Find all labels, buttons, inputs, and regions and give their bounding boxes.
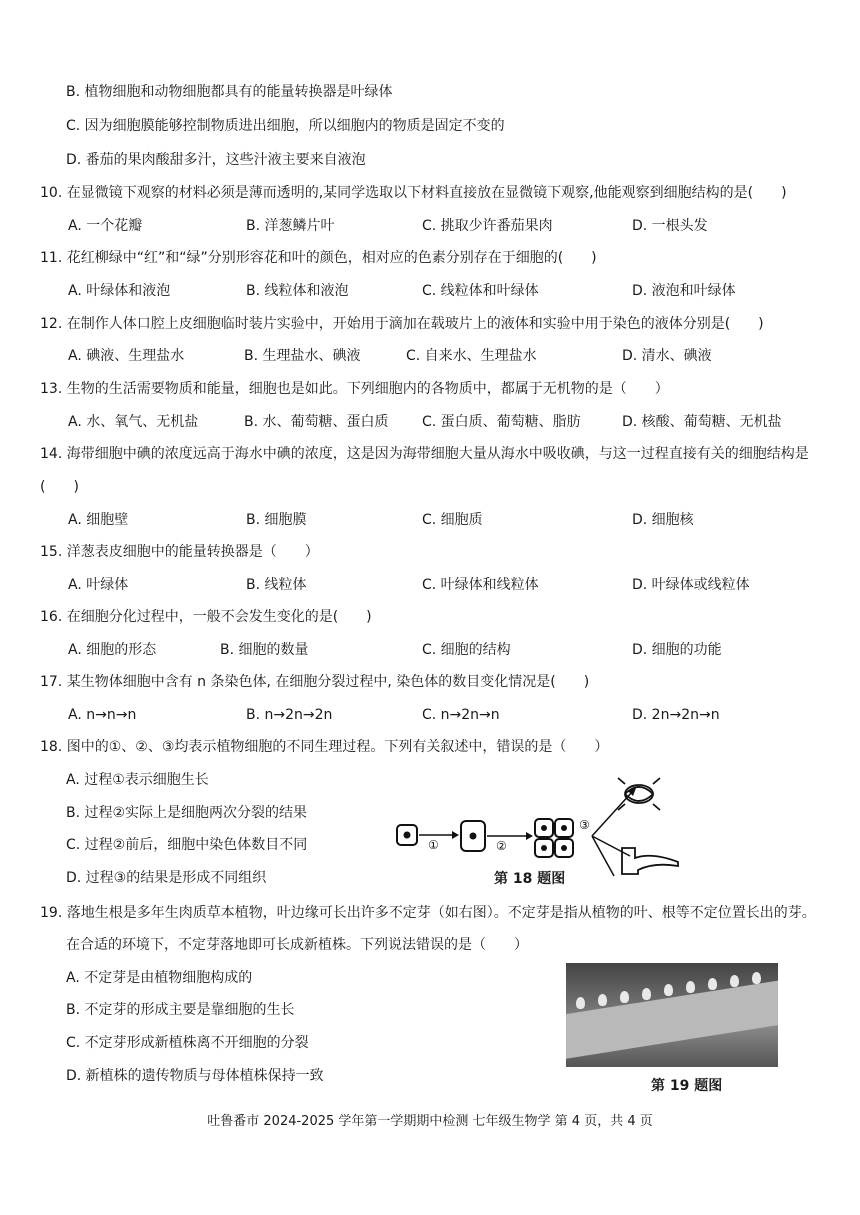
q14-answer-bracket: ( ): [40, 479, 79, 495]
q14-option-d: D. 细胞核: [632, 512, 694, 528]
question-12: 12. 在制作人体口腔上皮细胞临时装片实验中，开始用于滴加在载玻片上的液体和实验中用于染色的液体分别是( ): [40, 316, 764, 332]
q16-option-c: C. 细胞的结构: [422, 642, 511, 658]
q9-option-b: B. 植物细胞和动物细胞都具有的能量转换器是叶绿体: [66, 84, 393, 100]
q12-option-b: B. 生理盐水、碘液: [244, 348, 361, 364]
q13-option-c: C. 蛋白质、葡萄糖、脂肪: [422, 414, 581, 430]
q10-option-c: C. 挑取少许番茄果肉: [422, 218, 553, 234]
q14-option-c: C. 细胞质: [422, 512, 483, 528]
question-17: 17. 某生物体细胞中含有 n 条染色体, 在细胞分裂过程中, 染色体的数目变化情况是( ): [40, 674, 590, 690]
bud: [686, 981, 695, 993]
bud: [708, 978, 717, 990]
question-15: 15. 洋葱表皮细胞中的能量转换器是（ ）: [40, 544, 319, 560]
figure-19-leaf-photo: [566, 963, 778, 1067]
q17-option-b: B. n→2n→2n: [246, 707, 333, 723]
q15-option-b: B. 线粒体: [246, 577, 307, 593]
q18-option-a: A. 过程①表示细胞生长: [66, 772, 209, 788]
q11-option-b: B. 线粒体和液泡: [246, 283, 349, 299]
q14-option-a: A. 细胞壁: [68, 512, 129, 528]
q16-option-a: A. 细胞的形态: [68, 642, 157, 658]
q18-option-c: C. 过程②前后，细胞中染色体数目不同: [66, 837, 308, 853]
bud: [730, 975, 739, 987]
question-19-cont: 在合适的环境下，不定芽落地即可长成新植株。下列说法错误的是（ ）: [66, 937, 528, 953]
q13-option-a: A. 水、氧气、无机盐: [68, 414, 199, 430]
q19-option-b: B. 不定芽的形成主要是靠细胞的生长: [66, 1002, 295, 1018]
q15-option-c: C. 叶绿体和线粒体: [422, 577, 539, 593]
page-footer: 吐鲁番市 2024-2025 学年第一学期期中检测 七年级生物学 第 4 页，共 4 页: [207, 1114, 653, 1129]
question-13: 13. 生物的生活需要物质和能量，细胞也是如此。下列细胞内的各物质中，都属于无机物的是（ ）: [40, 381, 669, 397]
q15-option-a: A. 叶绿体: [68, 577, 129, 593]
q10-option-a: A. 一个花瓣: [68, 218, 143, 234]
bud: [752, 972, 761, 984]
q19-option-c: C. 不定芽形成新植株离不开细胞的分裂: [66, 1035, 309, 1051]
q13-option-d: D. 核酸、葡萄糖、无机盐: [622, 414, 782, 430]
q16-option-b: B. 细胞的数量: [220, 642, 309, 658]
figure-18-cell-process-diagram: [392, 770, 692, 882]
q17-option-d: D. 2n→2n→n: [632, 707, 720, 723]
q11-option-d: D. 液泡和叶绿体: [632, 283, 736, 299]
step-2-label: ②: [496, 839, 507, 853]
q13-option-b: B. 水、葡萄糖、蛋白质: [244, 414, 389, 430]
question-11: 11. 花红柳绿中“红”和“绿”分别形容花和叶的颜色，相对应的色素分别存在于细胞的( ): [40, 250, 597, 266]
guard-cell-shape: [618, 778, 660, 810]
question-10: 10. 在显微镜下观察的材料必须是薄而透明的,某同学选取以下材料直接放在显微镜下观察,他能观察到细胞结构的是( ): [40, 185, 787, 201]
q16-option-d: D. 细胞的功能: [632, 642, 722, 658]
q14-option-b: B. 细胞膜: [246, 512, 307, 528]
bud: [576, 997, 585, 1009]
q17-option-c: C. n→2n→n: [422, 707, 500, 723]
q12-option-d: D. 清水、碘液: [622, 348, 712, 364]
q18-option-d: D. 过程③的结果是形成不同组织: [66, 870, 267, 886]
cell-nucleus: [404, 832, 411, 839]
step-1-label: ①: [428, 838, 439, 852]
q17-option-a: A. n→n→n: [68, 707, 137, 723]
q10-option-d: D. 一根头发: [632, 218, 708, 234]
figure-19-caption: 第 19 题图: [651, 1078, 723, 1094]
bud: [642, 988, 651, 1000]
figure-18-caption: 第 18 题图: [494, 871, 566, 887]
question-18: 18. 图中的①、②、③均表示植物细胞的不同生理过程。下列有关叙述中，错误的是（ ）: [40, 739, 609, 755]
question-19: 19. 落地生根是多年生肉质草本植物，叶边缘可长出许多不定芽（如右图）。不定芽是指从植物的叶、根等不定位置长出的芽。: [40, 905, 816, 921]
question-16: 16. 在细胞分化过程中，一般不会发生变化的是( ): [40, 609, 372, 625]
q9-option-d: D. 番茄的果肉酸甜多汁，这些汁液主要来自液泡: [66, 152, 366, 168]
question-14: 14. 海带细胞中碘的浓度远高于海水中碘的浓度，这是因为海带细胞大量从海水中吸收碘，与这一过程直接有关的细胞结构是: [40, 446, 809, 462]
q9-option-c: C. 因为细胞膜能够控制物质进出细胞，所以细胞内的物质是固定不变的: [66, 118, 505, 134]
q19-option-d: D. 新植株的遗传物质与母体植株保持一致: [66, 1068, 324, 1084]
q18-option-b: B. 过程②实际上是细胞两次分裂的结果: [66, 805, 308, 821]
q15-option-d: D. 叶绿体或线粒体: [632, 577, 750, 593]
q19-option-a: A. 不定芽是由植物细胞构成的: [66, 970, 253, 986]
q12-option-c: C. 自来水、生理盐水: [406, 348, 537, 364]
bud: [664, 984, 673, 996]
divided-cells: [535, 819, 573, 857]
q11-option-a: A. 叶绿体和液泡: [68, 283, 171, 299]
q11-option-c: C. 线粒体和叶绿体: [422, 283, 539, 299]
bud: [620, 991, 629, 1003]
root-hair-cell-shape: [622, 848, 678, 874]
q10-option-b: B. 洋葱鳞片叶: [246, 218, 335, 234]
step-3-label: ③: [579, 818, 590, 832]
bud: [598, 994, 607, 1006]
q12-option-a: A. 碘液、生理盐水: [68, 348, 185, 364]
